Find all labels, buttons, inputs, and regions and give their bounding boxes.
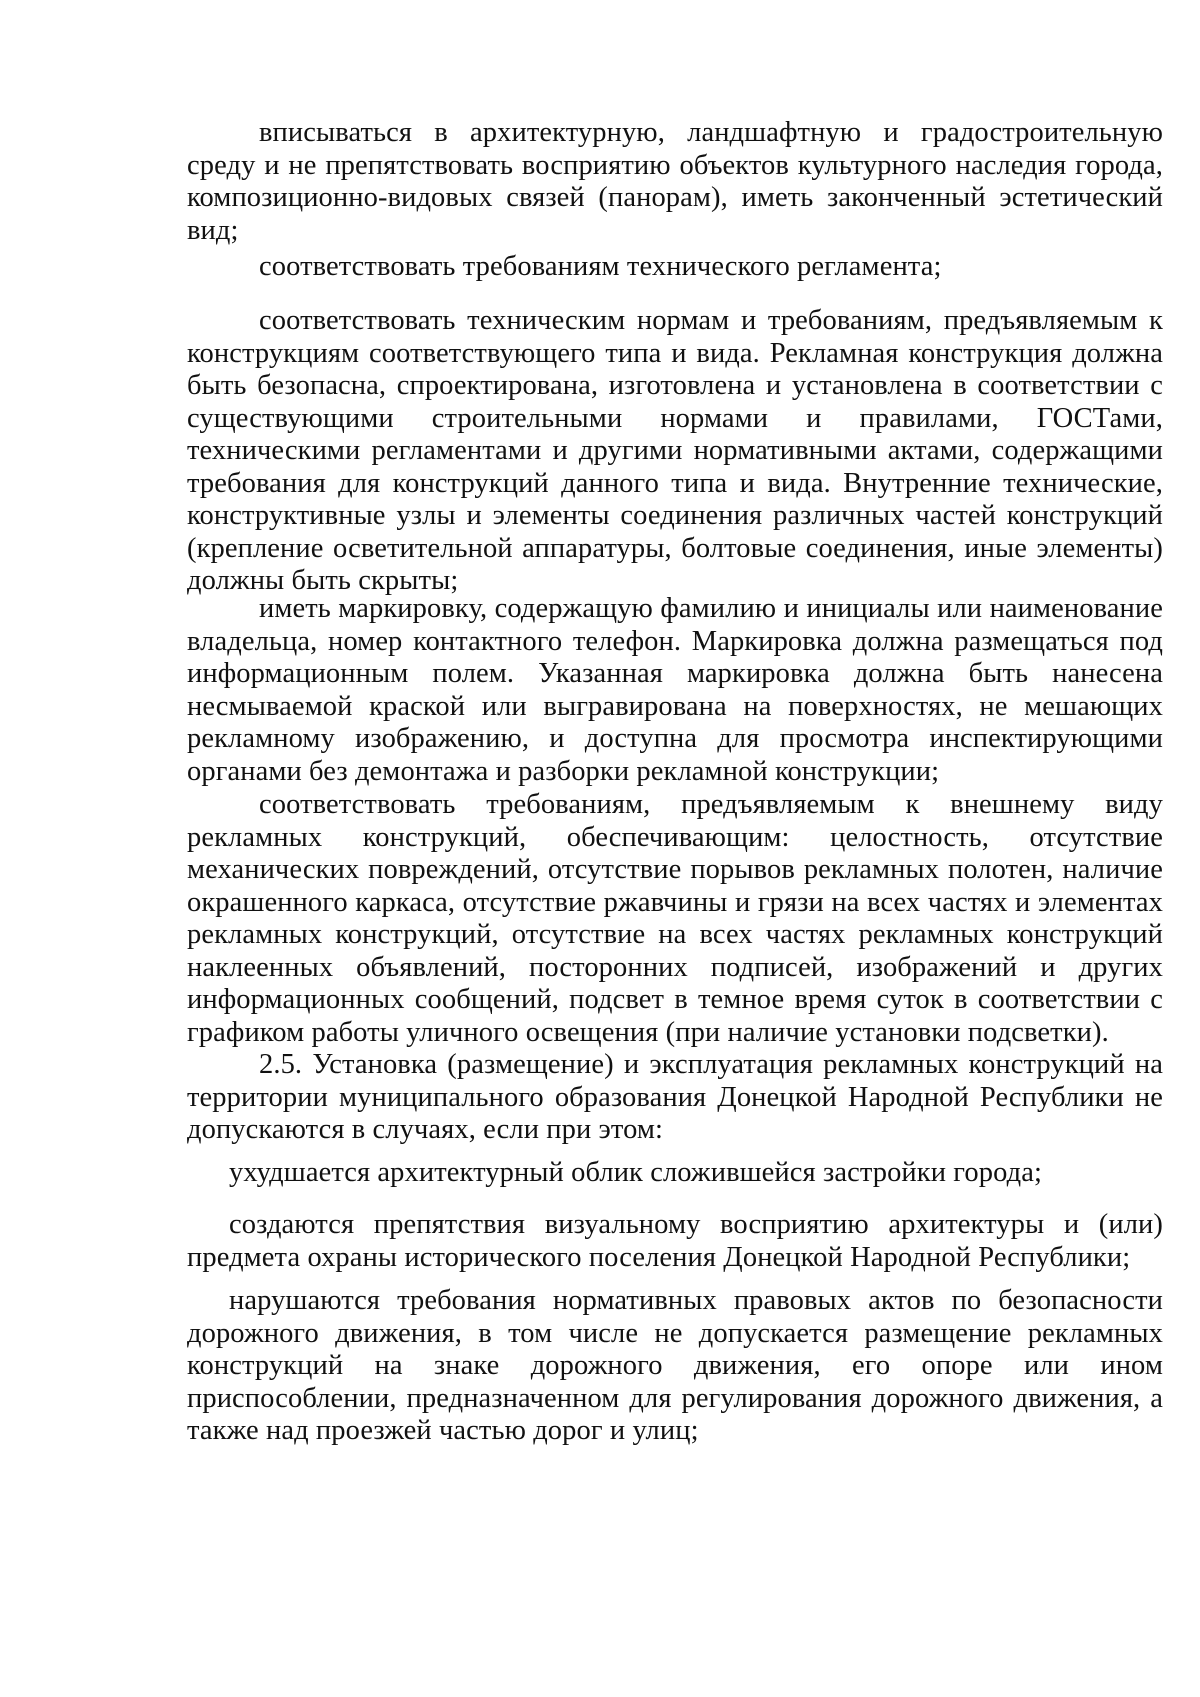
paragraph-marking: иметь маркировку, содержащую фамилию и инициалы или наименование владельца, номер контактного телефон. Маркировка должна размещаться под информационным полем. Указанная маркировка должна быть нанесена несмываемой краской или выгравирована на поверхностях, не мешающих рекламному изображению, и доступна для просмотра инспектирующими органами без демонтажа и разборки рекламной конструкции; [187, 593, 1163, 787]
paragraph-2-5-prohibitions: 2.5. Установка (размещение) и эксплуатация рекламных конструкций на территории муниципального образования Донецкой Народной Республики не допускаются в случаях, если при этом: [187, 1049, 1163, 1145]
paragraph-harmony-requirement: вписываться в архитектурную, ландшафтную и градостроительную среду и не препятствовать восприятию объектов культурного наследия города, композиционно-видовых связей (панорам), иметь законченный эстетический вид; [187, 117, 1163, 246]
paragraph-appearance: соответствовать требованиям, предъявляемым к внешнему виду рекламных конструкций, обеспечивающим: целостность, отсутствие механических повреждений, отсутствие порывов рекламных полотен, наличие окрашенного каркаса, отсутствие ржавчины и грязи на всех частях и элементах рекламных конструкций, отсутствие на всех частях рекламных конструкций наклеенных объявлений, посторонних подписей, изображений и других информационных сообщений, подсвет в темное время суток в соответствии с графиком работы уличного освещения (при наличие установки подсветки). [187, 789, 1163, 1048]
paragraph-architectural-appearance: ухудшается архитектурный облик сложившейся застройки города; [229, 1157, 1042, 1188]
paragraph-technical-regulation: соответствовать требованиям технического регламента; [259, 251, 942, 282]
paragraph-visual-perception: создаются препятствия визуальному восприятию архитектуры и (или) предмета охраны исторического поселения Донецкой Народной Республики; [187, 1209, 1163, 1273]
paragraph-technical-norms: соответствовать техническим нормам и требованиям, предъявляемым к конструкциям соответствующего типа и вида. Рекламная конструкция должна быть безопасна, спроектирована, изготовлена и установлена в соответствии с существующими строительными нормами и правилами, ГОСТами, техническими регламентами и другими нормативными актами, содержащими требования для конструкций данного типа и вида. Внутренние технические, конструктивные узлы и элементы соединения различных частей конструкций (крепление осветительной аппаратуры, болтовые соединения, иные элементы) должны быть скрыты; [187, 305, 1163, 596]
paragraph-traffic-safety: нарушаются требования нормативных правовых актов по безопасности дорожного движения, в том числе не допускается размещение рекламных конструкций на знаке дорожного движения, его опоре или ином приспособлении, предназначенном для регулирования дорожного движения, а также над проезжей частью дорог и улиц; [187, 1285, 1163, 1446]
